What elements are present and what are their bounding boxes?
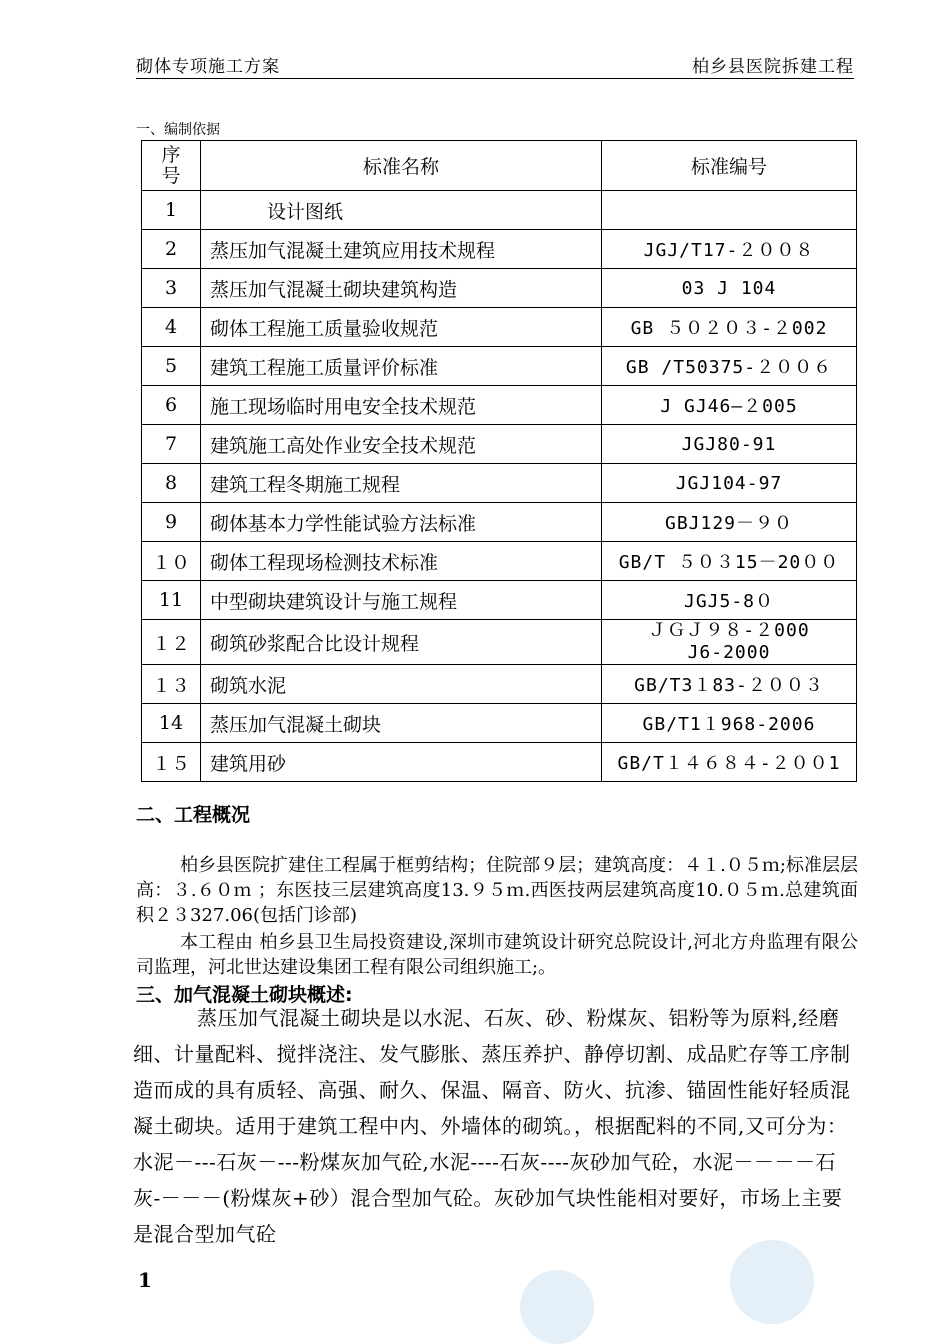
section3-title: 三、加气混凝土砌块概述: xyxy=(136,984,353,1006)
col-header-no xyxy=(142,141,201,191)
row-name: 砌体工程现场检测技术标准 xyxy=(201,542,602,581)
col-header-code: 标准编号 xyxy=(602,141,857,191)
table-row xyxy=(142,425,857,464)
row-name: 砌筑砂浆配合比设计规程 xyxy=(201,620,602,665)
row-no: 3 xyxy=(142,269,201,308)
table-row xyxy=(142,665,857,704)
table-row xyxy=(142,308,857,347)
row-no: １０ xyxy=(142,542,201,581)
row-no: 6 xyxy=(142,386,201,425)
row-code: J GJ46—２005 xyxy=(602,386,857,425)
row-no: 2 xyxy=(142,230,201,269)
page-header xyxy=(136,52,854,78)
row-code: GB /T50375-２００６ xyxy=(602,347,857,386)
table-row xyxy=(142,269,857,308)
row-name: 砌体基本力学性能试验方法标准 xyxy=(201,503,602,542)
table-row xyxy=(142,230,857,269)
row-code-line1: ＪＧＪ９８-２000 xyxy=(648,620,810,641)
row-code xyxy=(602,191,857,230)
row-name: 施工现场临时用电安全技术规范 xyxy=(201,386,602,425)
row-no: １２ xyxy=(142,620,201,665)
table-row xyxy=(142,581,857,620)
row-code: GB ５０２０３-２002 xyxy=(602,308,857,347)
row-no: 8 xyxy=(142,464,201,503)
row-code: GB/T１４６８４-２００1 xyxy=(602,743,857,782)
header-doc-title: 砌体专项施工方案 xyxy=(136,57,280,77)
table-row xyxy=(142,620,857,665)
row-no: １３ xyxy=(142,665,201,704)
table-row xyxy=(142,347,857,386)
section3-para: 蒸压加气混凝土砌块是以水泥、石灰、砂、粉煤灰、铝粉等为原料,经磨细、计量配料、搅拌浇注、发气膨胀、蒸压养护、静停切割、成品贮存等工序制造而成的具有质轻、高强、耐久、保温、隔音、防火、抗渗、锚固性能好轻质混凝土砌块。适用于建筑工程中内、外墙体的砌筑。，根据配料的不同,又可分为：水泥－---石灰－---粉煤灰加气砼,水泥----石灰----灰砂加气砼，水泥－－－－石灰-－－－(粉煤灰+砂）混合型加气砼。灰砂加气块性能相对要好，市场上主要是混合型加气砼 xyxy=(133,1006,851,1246)
row-name: 中型砌块建筑设计与施工规程 xyxy=(201,581,602,620)
row-code: JGJ5-8０ xyxy=(602,581,857,620)
section1-title: 一、编制依据 xyxy=(136,122,220,138)
row-code-line2: J6-2000 xyxy=(687,642,771,663)
row-name: 建筑施工高处作业安全技术规范 xyxy=(201,425,602,464)
page-number: 1 xyxy=(138,1268,152,1292)
table-row xyxy=(142,464,857,503)
col-header-name: 标准名称 xyxy=(201,141,602,191)
table-row xyxy=(142,386,857,425)
row-code: GBJ129－９０ xyxy=(602,503,857,542)
row-name: 砌体工程施工质量验收规范 xyxy=(201,308,602,347)
table-row xyxy=(142,542,857,581)
standards-table xyxy=(141,140,857,782)
row-name: 设计图纸 xyxy=(201,191,602,230)
row-name: 建筑用砂 xyxy=(201,743,602,782)
row-code: 03 J 104 xyxy=(602,269,857,308)
row-no: 11 xyxy=(142,581,201,620)
table-row xyxy=(142,503,857,542)
section2-para1: 柏乡县医院扩建住工程属于框剪结构；住院部９层；建筑高度：４１.０５ｍ;标准层层高：３.６０ｍ ；东医技三层建筑高度13.９５ｍ.西医技两层建筑高度10.０５ｍ.总建筑面积２３327.06(包括门诊部) xyxy=(136,855,858,926)
watermark-flower-icon xyxy=(520,1270,594,1344)
row-no: 7 xyxy=(142,425,201,464)
row-name: 建筑工程施工质量评价标准 xyxy=(201,347,602,386)
row-code: GB/T3１83-２００３ xyxy=(602,665,857,704)
row-name: 蒸压加气混凝土建筑应用技术规程 xyxy=(201,230,602,269)
row-no: 1 xyxy=(142,191,201,230)
row-code: JGJ104-97 xyxy=(602,464,857,503)
row-name: 蒸压加气混凝土砌块 xyxy=(201,704,602,743)
header-project-name: 柏乡县医院拆建工程 xyxy=(692,57,854,77)
row-code: GB/T1１968-2006 xyxy=(602,704,857,743)
row-no: 14 xyxy=(142,704,201,743)
row-no: 4 xyxy=(142,308,201,347)
row-no: 9 xyxy=(142,503,201,542)
row-no: 5 xyxy=(142,347,201,386)
row-no: １５ xyxy=(142,743,201,782)
table-row xyxy=(142,704,857,743)
watermark-flower-icon xyxy=(730,1240,814,1324)
section2-para2: 本工程由 柏乡县卫生局投资建设,深圳市建筑设计研究总院设计,河北方舟监理有限公司监理，河北世达建设集团工程有限公司组织施工;。 xyxy=(136,932,858,978)
row-code xyxy=(602,620,857,665)
table-row xyxy=(142,191,857,230)
row-name: 蒸压加气混凝土砌块建筑构造 xyxy=(201,269,602,308)
row-code: GB/T ５０３15－20００ xyxy=(602,542,857,581)
table-header-row xyxy=(142,141,857,191)
section2-title: 二、工程概况 xyxy=(136,804,251,826)
row-code: JGJ/T17-２００８ xyxy=(602,230,857,269)
row-name: 建筑工程冬期施工规程 xyxy=(201,464,602,503)
col-header-no-label: 序号 xyxy=(161,143,181,187)
header-rule xyxy=(136,78,854,79)
row-code: JGJ80-91 xyxy=(602,425,857,464)
table-row xyxy=(142,743,857,782)
row-name: 砌筑水泥 xyxy=(201,665,602,704)
